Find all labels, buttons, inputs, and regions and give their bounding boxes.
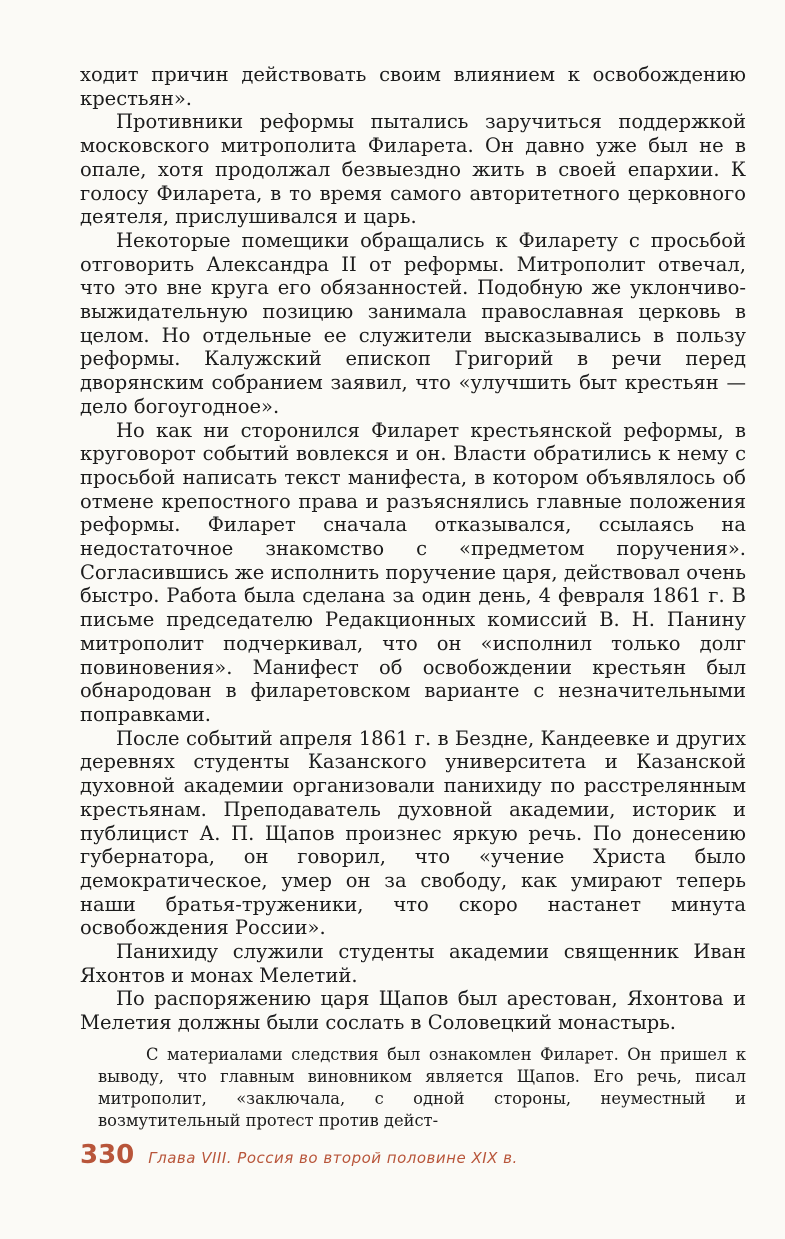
paragraph-3: Некоторые помещики обращались к Филарету с просьбой отговорить Александра II от реформы. Митрополит отвечал, что это вне круга его обязанностей. Подобную же уклончиво-выжидательную позицию занимала православная церковь в целом. Но отдельные ее служители высказывались в пользу реформы. Калужский епископ Григорий в речи перед дворянским собранием заявил, что «улучшить быт крестьян — дело богоугодное». (80, 228, 746, 418)
running-head: Глава VIII. Россия во второй половине XIX в. (148, 1149, 518, 1167)
paragraph-2: Противники реформы пытались заручиться поддержкой московского митрополита Филарета. Он давно уже был не в опале, хотя продолжал безвыездно жить в своей епархии. К голосу Филарета, в то время самого авторитетного церковного деятеля, прислушивался и царь. (80, 110, 746, 229)
paragraph-1: ходит причин действовать своим влиянием к освобождению крестьян». (80, 63, 746, 110)
main-text (80, 63, 746, 1035)
paragraph-7: По распоряжению царя Щапов был арестован, Яхонтова и Мелетия должны были сослать в Соловецкий монастырь. (80, 987, 746, 1035)
page-footer (80, 1140, 518, 1176)
excerpt-text: С материалами следствия был ознакомлен Филарет. Он пришел к выводу, что главным виновником является Щапов. Его речь, писал митрополит, «заключала, с одной стороны, неуместный и возмутительный протест против дейст- (98, 1045, 746, 1130)
paragraph-5: После событий апреля 1861 г. в Бездне, Кандеевке и других деревнях студенты Казанского университета и Казанской духовной академии организовали панихиду по расстрелянным крестьянам. Преподаватель духовной академии, историк и публицист А. П. Щапов произнес яркую речь. По донесению губернатора, он говорил, что «учение Христа было демократическое, умер он за свободу, как умирают теперь наши братья-труженики, что скоро настанет минута освобождения России». (80, 726, 746, 940)
page-number: 330 (80, 1140, 135, 1170)
paragraph-6: Панихиду служили студенты академии священник Иван Яхонтов и монах Мелетий. (80, 940, 746, 987)
paragraph-4: Но как ни сторонился Филарет крестьянской реформы, в круговорот событий вовлекся и он. Власти обратились к нему с просьбой написать текст манифеста, в котором объявлялось об отмене крепостного права и разъяснялись главные положения реформы. Филарет сначала отказывался, ссылаясь на недостаточное знакомство с «предметом поручения». Согласившись же исполнить поручение царя, действовал очень быстро. Работа была сделана за один день, 4 февраля 1861 г. В письме председателю Редакционных комиссий В. Н. Панину митрополит подчеркивал, что он «исполнил только долг повиновения». Манифест об освобождении крестьян был обнародован в филаретовском варианте с незначительными поправками. (80, 418, 746, 726)
source-excerpt (98, 1044, 746, 1132)
